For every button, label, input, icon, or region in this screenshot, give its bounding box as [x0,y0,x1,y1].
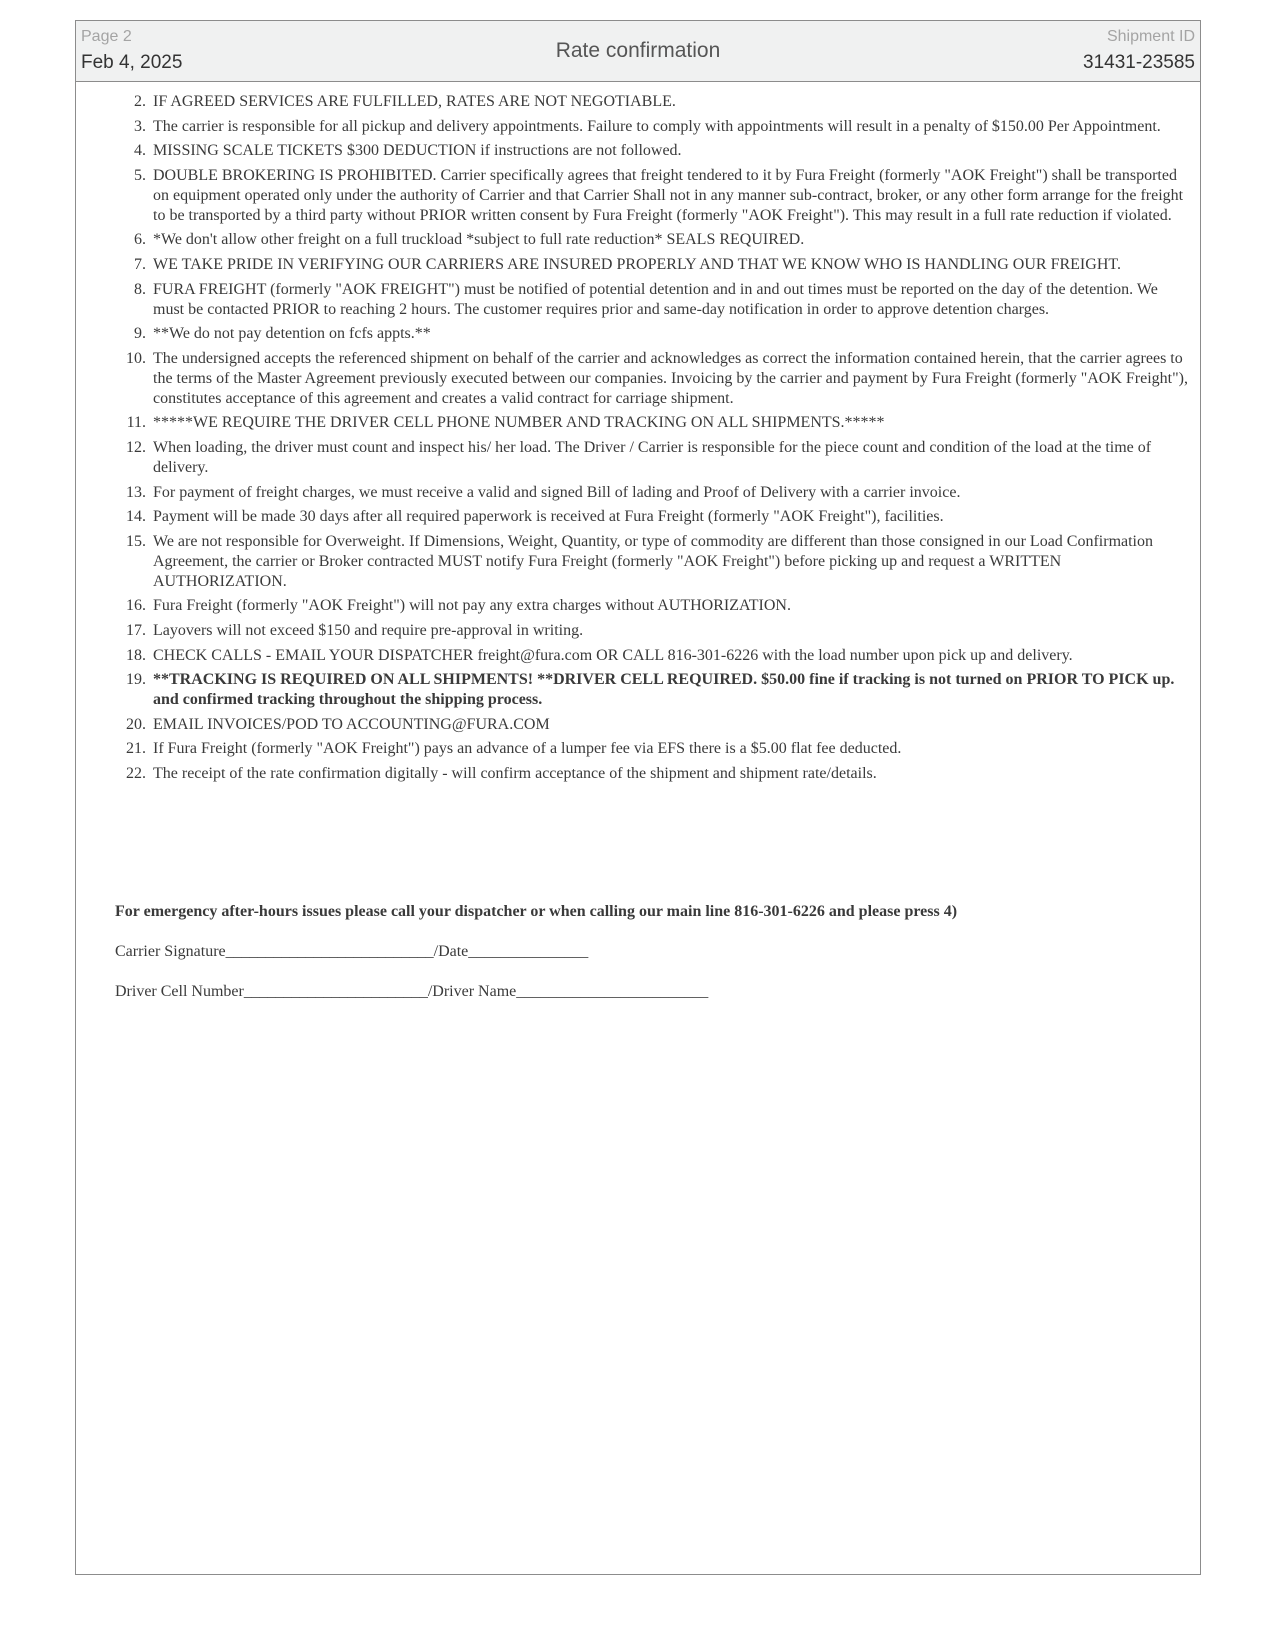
term-number: 20. [126,715,146,733]
term-text: DOUBLE BROKERING IS PROHIBITED. Carrier specifically agrees that freight tendered to it by Fura Freight (formerly "AOK Freight") shall be transported on equipment operated only under the authority of Carrier and that Carrier Shall not in any manner sub-contract, broker, or any other form arrange for the freight to be transported by a third party without PRIOR written consent by Fura Freight (formerly "AOK Freight"). This may result in a full rate reduction if violated. [153,166,1184,224]
term-item [115,532,1190,592]
document-title: Rate confirmation [555,39,721,62]
term-text: **We do not pay detention on fcfs appts.** [153,325,431,343]
term-text: *We don't allow other freight on a full truckload *subject to full rate reduction* SEALS REQUIRED. [153,231,805,249]
term-text: When loading, the driver must count and inspect his/ her load. The Driver / Carrier is responsible for the piece count and condition of the load at the time of delivery. [153,438,1152,476]
term-item [115,483,1190,503]
term-text: CHECK CALLS - EMAIL YOUR DISPATCHER freight@fura.com OR CALL 816-301-6226 with the load number upon pick up and delivery. [153,646,1073,664]
term-item [115,92,1190,112]
term-number: 9. [134,325,146,343]
term-text: **TRACKING IS REQUIRED ON ALL SHIPMENTS! **DRIVER CELL REQUIRED. $50.00 fine if tracking is not turned on PRIOR TO PICK up. and confirmed tracking throughout the shipping process. [153,671,1175,709]
term-item [115,646,1190,666]
driver-info-line: Driver Cell Number_______________________/Driver Name________________________ [115,983,709,1000]
term-number: 21. [126,740,146,758]
term-text: WE TAKE PRIDE IN VERIFYING OUR CARRIERS ARE INSURED PROPERLY AND THAT WE KNOW WHO IS HANDLING OUR FREIGHT. [153,255,1121,273]
term-item [115,621,1190,641]
term-number: 22. [126,764,146,782]
shipment-id-value: 31431-23585 [1083,52,1195,73]
term-item [115,141,1190,161]
term-text: EMAIL INVOICES/POD TO ACCOUNTING@FURA.COM [153,715,550,733]
term-text: Layovers will not exceed $150 and require pre-approval in writing. [153,621,584,639]
term-item [115,739,1190,759]
page-header [76,21,1200,82]
term-number: 8. [134,280,146,298]
document-frame [75,20,1201,1575]
term-text: Payment will be made 30 days after all required paperwork is received at Fura Freight (formerly "AOK Freight"), facilities. [153,508,944,526]
term-item [115,596,1190,616]
term-text: The carrier is responsible for all pickup and delivery appointments. Failure to comply with appointments will result in a penalty of $150.00 Per Appointment. [153,117,1161,135]
document-date: Feb 4, 2025 [81,52,183,73]
term-text: MISSING SCALE TICKETS $300 DEDUCTION if instructions are not followed. [153,142,682,160]
term-item [115,280,1190,320]
term-number: 4. [134,142,146,160]
term-item [115,438,1190,478]
term-number: 6. [134,231,146,249]
term-text: The undersigned accepts the referenced shipment on behalf of the carrier and acknowledges as correct the information contained herein, that the carrier agrees to the terms of the Master Agreement previously executed between our companies. Invoicing by the carrier and payment by Fura Freight (formerly "AOK Freight"), constitutes acceptance of this agreement and creates a valid contract for carriage shipment. [153,349,1188,407]
term-item [115,255,1190,275]
term-item [115,324,1190,344]
term-text: FURA FREIGHT (formerly "AOK FREIGHT") must be notified of potential detention and in and out times must be reported on the day of the detention. We must be contacted PRIOR to reaching 2 hours. The customer requires prior and same-day notification in order to approve detention charges. [153,280,1158,318]
term-number: 12. [126,438,146,456]
page-label: Page 2 [81,28,132,45]
shipment-id-label: Shipment ID [1106,28,1195,45]
term-text: IF AGREED SERVICES ARE FULFILLED, RATES ARE NOT NEGOTIABLE. [153,93,676,110]
term-number: 11. [126,414,146,432]
terms-list [115,92,1190,788]
term-number: 14. [126,508,146,526]
term-item [115,166,1190,226]
term-number: 10. [126,349,146,367]
term-text: We are not responsible for Overweight. If Dimensions, Weight, Quantity, or type of commodity are different than those consigned in our Load Confirmation Agreement, the carrier or Broker contracted MUST notify Fura Freight (formerly "AOK Freight") before picking up and request a WRITTEN AUTHORIZATION. [153,532,1153,590]
term-number: 5. [134,166,146,184]
emergency-notice: For emergency after-hours issues please call your dispatcher or when calling our main line 816-301-6226 and please press 4) [115,903,958,920]
term-item [115,413,1190,433]
term-number: 3. [134,117,146,135]
term-text: For payment of freight charges, we must receive a valid and signed Bill of lading and Proof of Delivery with a carrier invoice. [153,483,961,501]
term-number: 13. [126,483,146,501]
term-number: 2. [134,93,146,110]
term-number: 15. [126,532,146,550]
term-item [115,670,1190,710]
term-item [115,507,1190,527]
term-number: 19. [126,671,146,689]
term-number: 18. [126,646,146,664]
term-text: The receipt of the rate confirmation digitally - will confirm acceptance of the shipment and shipment rate/details. [153,764,877,782]
carrier-signature-line: Carrier Signature__________________________/Date_______________ [115,943,589,960]
term-number: 17. [126,621,146,639]
term-number: 16. [126,597,146,615]
term-text: Fura Freight (formerly "AOK Freight") will not pay any extra charges without AUTHORIZATION. [153,597,791,615]
term-item [115,349,1190,409]
term-item [115,230,1190,250]
term-item [115,764,1190,784]
term-text: If Fura Freight (formerly "AOK Freight") pays an advance of a lumper fee via EFS there is a $5.00 flat fee deducted. [153,740,902,758]
term-text: *****WE REQUIRE THE DRIVER CELL PHONE NUMBER AND TRACKING ON ALL SHIPMENTS.***** [153,414,885,432]
term-item [115,117,1190,137]
term-number: 7. [134,255,146,273]
term-item [115,715,1190,735]
